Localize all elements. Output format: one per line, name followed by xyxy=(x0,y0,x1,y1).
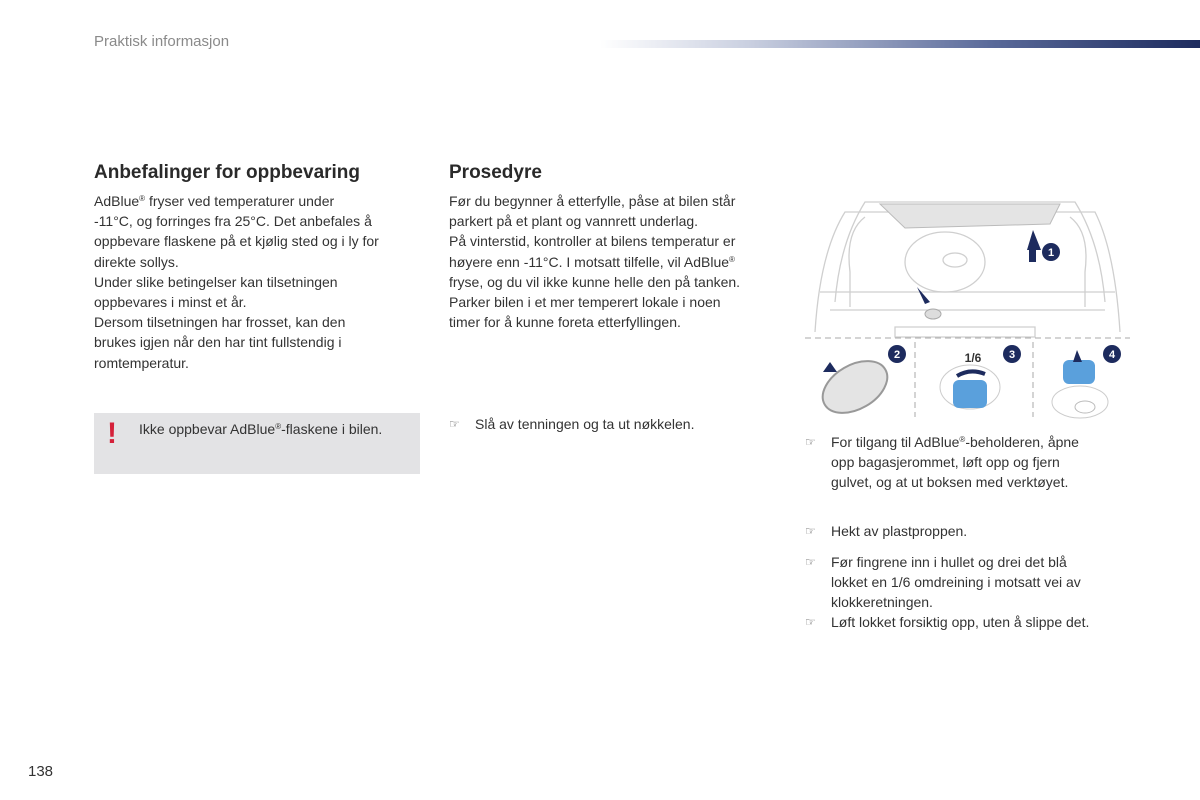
warning-box xyxy=(94,413,420,474)
procedure-text: Før du begynner å etterfylle, påse at bilen står parkert på et plant og vannrett underlag. På vinterstid, kontroller at bilens temperatur er høyere enn -11°C. I motsatt tilfelle, vil AdBlue® fryse, og du vil ikke kunne helle den på tanken. Parker bilen i et mer temperert lokale i noen timer for å kunne foreta etterfyllingen. xyxy=(449,193,741,331)
step-unhook-plug: ☞ Hekt av plastproppen. xyxy=(805,521,967,541)
step-ignition-off: ☞ Slå av tenningen og ta ut nøkkelen. xyxy=(449,414,769,434)
step-open-trunk: ☞ For tilgang til AdBlue®-beholderen, åpne opp bagasjerommet, løft opp og fjern gulvet, og at ut boksen med verktøyet. xyxy=(805,434,1079,491)
pointing-hand-icon: ☞ xyxy=(805,435,816,449)
pointing-hand-icon: ☞ xyxy=(805,555,816,569)
header-gradient-bar xyxy=(600,40,1200,48)
page-number: 138 xyxy=(28,763,54,780)
storage-text: AdBlue® fryser ved temperaturer under -11°C, og forringes fra 25°C. Det anbefales å oppbevare flaskene på et kjølig sted og i ly for direkte sollys. Under slike betingelser kan tilsetningen oppbevares i minst et år. Dersom tilsetningen har frosset, kan den brukes igjen når den har tint fullstendig i romtemperatur. xyxy=(94,193,379,371)
step-badge-3: 3 xyxy=(1008,349,1016,361)
warning-text: Ikke oppbevar AdBlue®-flaskene i bilen. xyxy=(139,421,383,437)
step-lift-cap: ☞ Løft lokket forsiktig opp, uten å slippe det. xyxy=(805,612,1089,632)
procedure-heading: Prosedyre xyxy=(449,162,542,183)
step-turn-cap: ☞ Før fingrene inn i hullet og drei det blå lokket en 1/6 omdreining i motsatt vei av klokkeretningen. xyxy=(805,554,1081,611)
step-badge-1: 1 xyxy=(1047,247,1055,259)
pointing-hand-icon: ☞ xyxy=(805,615,816,629)
adblue-access-illustration xyxy=(805,192,1130,422)
storage-heading: Anbefalinger for oppbevaring xyxy=(94,162,361,183)
pointing-hand-icon: ☞ xyxy=(805,524,816,538)
section-header: Praktisk informasjon xyxy=(94,33,230,50)
pointing-hand-icon: ☞ xyxy=(449,417,460,431)
exclamation-icon: ! xyxy=(107,417,117,450)
rotation-fraction-label: 1/6 xyxy=(964,351,982,365)
step-badge-2: 2 xyxy=(893,349,901,361)
step-badge-4: 4 xyxy=(1108,349,1116,361)
